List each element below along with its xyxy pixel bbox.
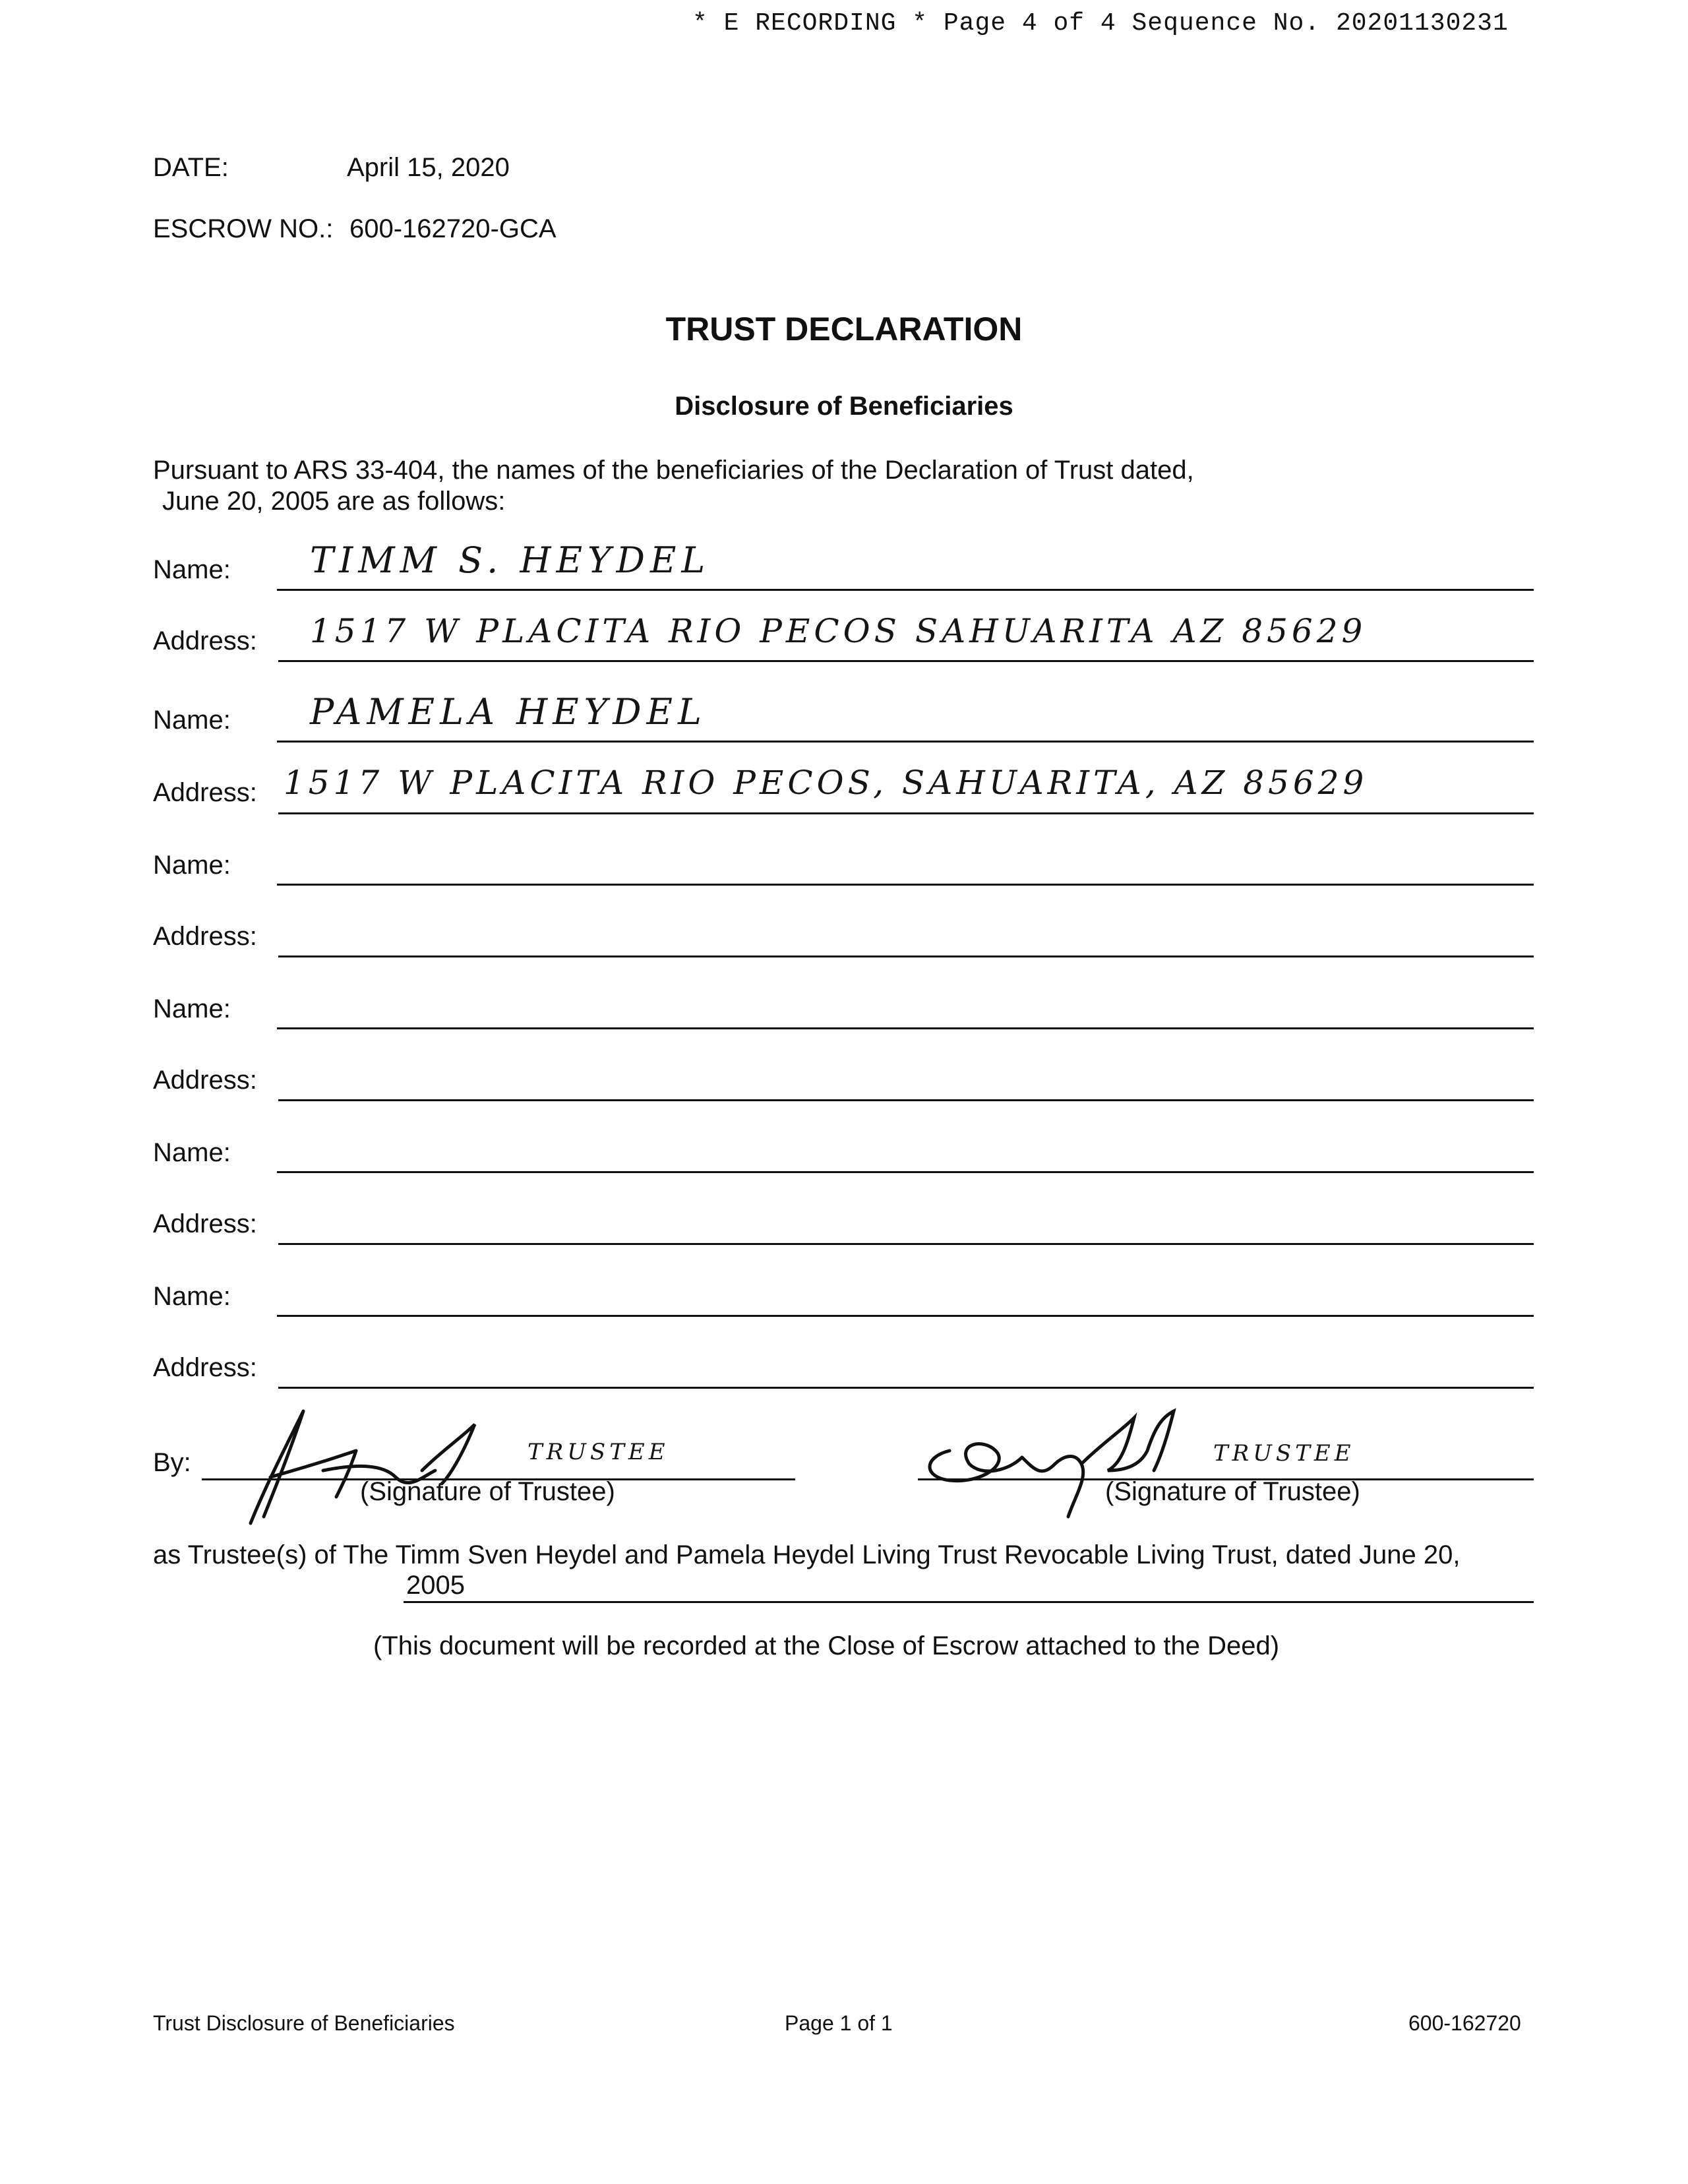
name-label-5: Name: (153, 1138, 231, 1167)
footer-page: Page 1 of 1 (785, 2011, 893, 2035)
name-line-6 (277, 1315, 1534, 1317)
trustee-2-caption: (Signature of Trustee) (1105, 1477, 1360, 1506)
preamble-line-1: Pursuant to ARS 33-404, the names of the beneficiaries of the Declaration of Trust dated, (153, 456, 1194, 485)
trust-statement-line-2: 2005 (406, 1571, 465, 1600)
address-line-4 (278, 1099, 1534, 1101)
recording-note: (This document will be recorded at the Close of Escrow attached to the Deed) (373, 1631, 1280, 1660)
footer-left: Trust Disclosure of Beneficiaries (153, 2011, 455, 2035)
address-label-5: Address: (153, 1209, 257, 1238)
preamble (153, 455, 1406, 517)
name-label-4: Name: (153, 994, 231, 1023)
date-label: DATE: (153, 153, 229, 182)
trustee-1-handwritten-title: TRUSTEE (528, 1439, 669, 1465)
name-line-3 (277, 884, 1534, 886)
name-label-2: Name: (153, 706, 231, 735)
address-line-5 (278, 1243, 1534, 1245)
name-line-2 (277, 741, 1534, 743)
address-label-4: Address: (153, 1066, 257, 1095)
address-line-6 (278, 1387, 1534, 1389)
document-title: TRUST DECLARATION (665, 311, 1023, 348)
address-label-3: Address: (153, 922, 257, 951)
address-line-1 (278, 660, 1534, 662)
escrow-value: 600-162720-GCA (349, 214, 557, 243)
trustee-1-caption: (Signature of Trustee) (360, 1477, 615, 1506)
recording-header: * E RECORDING * Page 4 of 4 Sequence No. 20201130231 (692, 9, 1509, 38)
escrow-label: ESCROW NO.: (153, 214, 334, 243)
address-label-1: Address: (153, 626, 257, 655)
name-label-1: Name: (153, 555, 231, 584)
signature-trustee-1 (224, 1398, 501, 1530)
address-label-2: Address: (153, 778, 257, 807)
trust-statement-line-1: as Trustee(s) of The Timm Sven Heydel and Pamela Heydel Living Trust Revocable Living Trust, dated June 20, (153, 1540, 1461, 1569)
by-label: By: (153, 1448, 191, 1477)
name-line-4 (277, 1027, 1534, 1029)
address-line-3 (278, 956, 1534, 957)
name-line-5 (277, 1171, 1534, 1173)
address-value-1: 1517 W PLACITA RIO PECOS SAHUARITA AZ 85629 (310, 612, 1367, 650)
trustee-2-handwritten-title: TRUSTEE (1213, 1440, 1355, 1467)
trust-statement-underline (404, 1601, 1534, 1603)
document-subtitle: Disclosure of Beneficiaries (675, 392, 1013, 421)
name-value-2: PAMELA HEYDEL (310, 691, 707, 733)
preamble-line-2: June 20, 2005 are as follows: (162, 487, 506, 516)
address-line-2 (278, 812, 1534, 814)
date-value: April 15, 2020 (347, 153, 510, 182)
name-line-1 (277, 589, 1534, 591)
name-label-3: Name: (153, 851, 231, 880)
footer-right: 600-162720 (1408, 2011, 1521, 2035)
name-value-1: TIMM S. HEYDEL (310, 539, 711, 581)
address-label-6: Address: (153, 1353, 257, 1382)
name-label-6: Name: (153, 1282, 231, 1311)
address-value-2: 1517 W PLACITA RIO PECOS, SAHUARITA, AZ 85629 (284, 764, 1368, 802)
